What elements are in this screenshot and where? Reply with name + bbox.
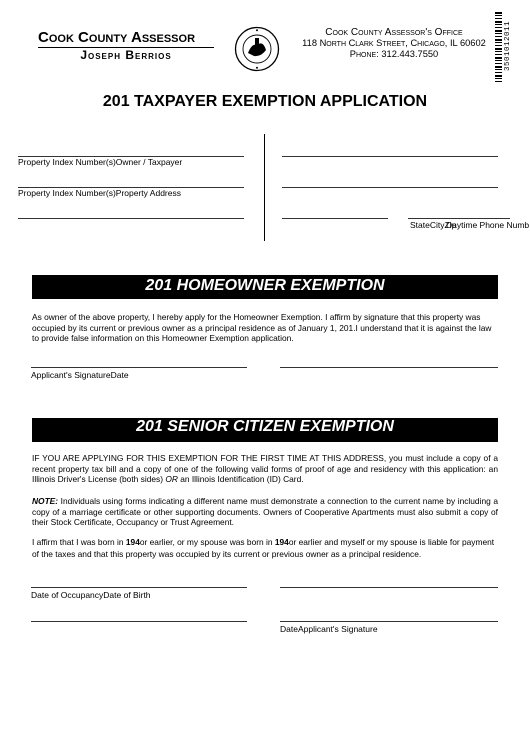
phone-field-line[interactable] [408,218,510,219]
occupancy-birth-label: Date of OccupancyDate of Birth [31,590,151,600]
state-city-zip-label: StateCityZip [410,220,457,230]
senior-signature-line[interactable] [280,621,498,622]
homeowner-paragraph: As owner of the above property, I hereby apply for the Homeowner Exemption. I affirm by signature that this property was occupied by its current or previous owner as a principal residence as of January 1, 201.I understand that it is against the law to provide false information on this Homeowner Exemption application. [32,312,492,344]
senior-paragraph-1-end: an Illinois Identification (ID) Card. [177,474,304,485]
page-title: 201 TAXPAYER EXEMPTION APPLICATION [102,93,428,110]
office-phone: Phone: 312.443.7550 [349,49,439,59]
homeowner-heading: 201 HOMEOWNER EXEMPTION [32,275,498,299]
applicant-signature-line[interactable] [31,367,247,368]
daytime-phone-label: Daytime Phone Numb [446,220,530,230]
office-address: 118 North Clark Street, Chicago, IL 60602 [302,38,486,48]
birth-year-prefix-2: 194 [274,537,289,547]
affirm-text-2: or earlier, or my spouse was born in [139,537,275,547]
pin-extra-line[interactable] [18,218,244,219]
pin-owner-label: Property Index Number(s)Owner / Taxpayer [18,157,183,167]
section-divider [264,134,265,241]
barcode [495,12,523,84]
occupancy-date-line[interactable] [31,587,247,588]
note-text: Individuals using forms indicating a different name must demonstrate a connection to the current name by including a copy of a marriage certificate or other supporting documents. Owners of Cooperative Apartments must also submit a copy of their Stock Certificate, Occupancy or Trust Agreement. [32,496,498,528]
address-field-line[interactable] [282,187,498,188]
signature-date-label: Applicant's SignatureDate [31,370,129,380]
office-name: Cook County Assessor's Office [325,27,463,38]
owner-field-line[interactable] [282,156,498,157]
affirm-text-3: or earlier and myself or my spouse is liable for payment of the taxes and that this property was occupied by its current or previous owner as a principal residence. [32,537,495,559]
senior-field-line-right[interactable] [280,587,498,588]
or-emphasis: OR [165,474,178,485]
senior-paragraph-1 [32,453,498,485]
affirm-text-1: I affirm that I was born in [32,537,126,547]
barcode-number: 3501012011 [504,21,512,72]
date-of-birth-line[interactable] [31,621,247,622]
homeowner-date-line[interactable] [280,367,498,368]
org-name: Cook County Assessor [38,29,196,46]
senior-affirm [32,537,498,560]
birth-year-prefix-1: 194 [125,537,140,547]
note-label: NOTE: [32,496,59,506]
county-seal-icon [234,26,280,72]
pin-address-label: Property Index Number(s)Property Address [18,188,181,198]
senior-note [32,496,498,528]
date-signature-label: DateApplicant's Signature [280,624,378,634]
senior-paragraph-1-text: IF YOU ARE APPLYING FOR THIS EXEMPTION FOR THE FIRST TIME AT THIS ADDRESS, you must include a copy of a recent property tax bill and a copy of one of the following valid forms of proof of age and residency with this application: an Illinois Driver's License (both sides) [32,453,498,485]
senior-heading: 201 SENIOR CITIZEN EXEMPTION [32,418,498,442]
city-field-line[interactable] [282,218,388,219]
assessor-name: Joseph Berrios [80,48,172,62]
